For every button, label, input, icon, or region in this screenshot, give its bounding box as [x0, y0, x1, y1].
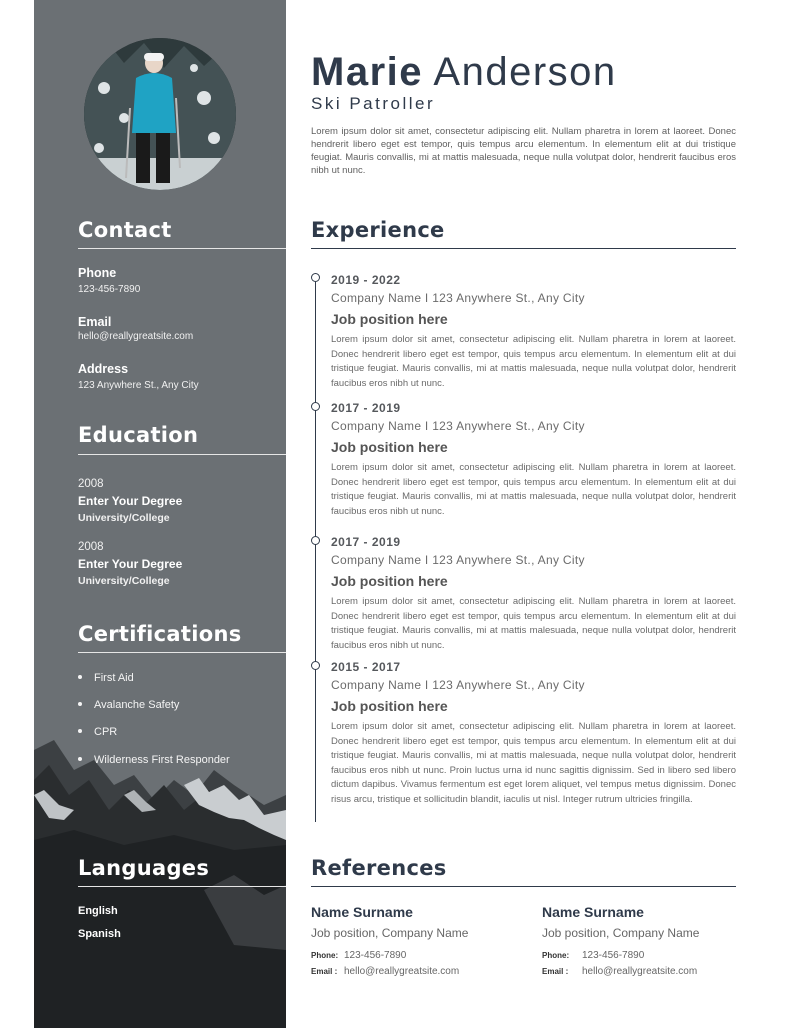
- experience-entry: [331, 535, 736, 653]
- address-label: Address: [78, 362, 129, 376]
- reference-name: Name Surname: [542, 904, 644, 920]
- certification-item: [78, 699, 179, 711]
- certification-item: [78, 754, 230, 766]
- phone-value: 123-456-7890: [78, 284, 141, 295]
- email-value: hello@reallygreatsite.com: [78, 331, 194, 342]
- job-title: Ski Patroller: [311, 94, 436, 113]
- timeline-line: [315, 282, 316, 822]
- experience-entry: [331, 401, 736, 519]
- certifications-divider: [78, 652, 286, 653]
- job-years: 2017 - 2019: [331, 535, 401, 549]
- reference-card: [542, 904, 742, 977]
- experience-divider: [311, 248, 736, 249]
- job-description: Lorem ipsum dolor sit amet, consectetur adipiscing elit. Nullam pharetra in lorem at laoreet. Donec hendrerit libero eget est tempor, quis tempus arcu elementum. In elementum elit at dui tristique feugiat. Mauris convallis, mi at mattis malesuada, neque nulla volutpat dolor, hendrerit faucibus eros nibh ut nunc.: [331, 596, 736, 651]
- certification-label: Avalanche Safety: [94, 699, 180, 711]
- bullet-icon: [78, 702, 82, 706]
- language-item: Spanish: [78, 928, 121, 940]
- job-description: Lorem ipsum dolor sit amet, consectetur adipiscing elit. Nullam pharetra in lorem at laoreet. Donec hendrerit libero eget est tempor, quis tempus arcu elementum. In elementum elit at dui tristique feugiat. Mauris convallis, mi at mattis malesuada, neque nulla volutpat dolor, hendrerit faucibus eros nibh ut nunc.: [331, 334, 736, 389]
- job-description: Lorem ipsum dolor sit amet, consectetur adipiscing elit. Nullam pharetra in lorem at laoreet. Donec hendrerit libero eget est tempor, quis tempus arcu elementum. In elementum elit at dui tristique feugiat. Mauris convallis, mi at mattis malesuada, neque nulla volutpat dolor, hendrerit faucibus eros nibh ut nunc. Proin luctus urna id nunc sagittis dignissim. Sed in libero sed libero dictum dapibus. Vivamus fermentum est eget lorem aliquet, vel tempus metus dignissim. Donec risus arcu, tristique et sollicitudin blandit, iaculis ut nisl. Integer rutrum ultricies fringilla.: [331, 721, 736, 805]
- certification-label: CPR: [94, 726, 118, 738]
- certification-item: [78, 672, 134, 684]
- certification-item: [78, 726, 117, 738]
- experience-entry: [331, 660, 736, 808]
- contact-heading: Contact: [78, 218, 172, 242]
- job-position: Job position here: [331, 573, 448, 589]
- timeline-dot-icon: [311, 273, 320, 282]
- education-heading: Education: [78, 423, 199, 447]
- reference-phone-row: [311, 950, 511, 961]
- certifications-heading: Certifications: [78, 622, 242, 646]
- language-item: English: [78, 905, 118, 917]
- bullet-icon: [78, 757, 82, 761]
- education-degree: Enter Your Degree: [78, 494, 183, 508]
- job-company: Company Name I 123 Anywhere St., Any City: [331, 678, 585, 692]
- mountain-backdrop-image: [34, 740, 286, 1028]
- reference-card: [311, 904, 511, 977]
- job-years: 2015 - 2017: [331, 660, 401, 674]
- certification-label: First Aid: [94, 672, 134, 684]
- address-value: 123 Anywhere St., Any City: [78, 380, 199, 391]
- profile-summary: Lorem ipsum dolor sit amet, consectetur adipiscing elit. Nullam pharetra in lorem at laoreet. Donec hendrerit libero eget est tempor, quis tempus arcu elementum. In elementum elit at dui tristique feugiat. Mauris convallis, mi at mattis malesuada, neque nulla volutpat dolor, hendrerit faucibus eros nibh ut nunc.: [311, 126, 736, 176]
- reference-phone-label: Phone:: [311, 951, 339, 960]
- job-position: Job position here: [331, 698, 448, 714]
- reference-email: hello@reallygreatsite.com: [582, 966, 698, 977]
- reference-email-row: [311, 966, 511, 977]
- email-label: Email: [78, 315, 112, 329]
- profile-photo: [84, 38, 236, 190]
- reference-email-label: Email :: [311, 967, 338, 976]
- reference-phone: 123-456-7890: [344, 950, 407, 961]
- education-school: University/College: [78, 512, 170, 524]
- education-school: University/College: [78, 575, 170, 587]
- candidate-name: [311, 50, 617, 95]
- certification-label: Wilderness First Responder: [94, 754, 230, 766]
- reference-email-label: Email :: [542, 967, 569, 976]
- phone-label: Phone: [78, 266, 117, 280]
- references-divider: [311, 886, 736, 887]
- experience-entry: [331, 273, 736, 391]
- reference-name: Name Surname: [311, 904, 413, 920]
- reference-phone: 123-456-7890: [582, 950, 645, 961]
- reference-position: Job position, Company Name: [311, 926, 469, 940]
- last-name: Anderson: [433, 50, 617, 94]
- education-year: 2008: [78, 478, 104, 490]
- references-heading: References: [311, 856, 447, 880]
- job-position: Job position here: [331, 439, 448, 455]
- reference-email-row: [542, 966, 742, 977]
- education-degree: Enter Your Degree: [78, 557, 183, 571]
- reference-position: Job position, Company Name: [542, 926, 700, 940]
- contact-divider: [78, 248, 286, 249]
- education-year: 2008: [78, 541, 104, 553]
- timeline-dot-icon: [311, 402, 320, 411]
- languages-heading: Languages: [78, 856, 210, 880]
- job-company: Company Name I 123 Anywhere St., Any City: [331, 419, 585, 433]
- bullet-icon: [78, 729, 82, 733]
- job-years: 2019 - 2022: [331, 273, 401, 287]
- languages-divider: [78, 886, 286, 887]
- reference-phone-label: Phone:: [542, 951, 570, 960]
- timeline-dot-icon: [311, 536, 320, 545]
- experience-heading: Experience: [311, 218, 445, 242]
- reference-phone-row: [542, 950, 742, 961]
- job-description: Lorem ipsum dolor sit amet, consectetur adipiscing elit. Nullam pharetra in lorem at laoreet. Donec hendrerit libero eget est tempor, quis tempus arcu elementum. In elementum elit at dui tristique feugiat. Mauris convallis, mi at mattis malesuada, neque nulla volutpat dolor, hendrerit faucibus eros nibh ut nunc.: [331, 462, 736, 517]
- bullet-icon: [78, 675, 82, 679]
- job-company: Company Name I 123 Anywhere St., Any City: [331, 553, 585, 567]
- job-years: 2017 - 2019: [331, 401, 401, 415]
- education-divider: [78, 454, 286, 455]
- reference-email: hello@reallygreatsite.com: [344, 966, 460, 977]
- sidebar: [34, 0, 286, 1028]
- first-name: Marie: [311, 50, 423, 94]
- job-company: Company Name I 123 Anywhere St., Any City: [331, 291, 585, 305]
- timeline-dot-icon: [311, 661, 320, 670]
- job-position: Job position here: [331, 311, 448, 327]
